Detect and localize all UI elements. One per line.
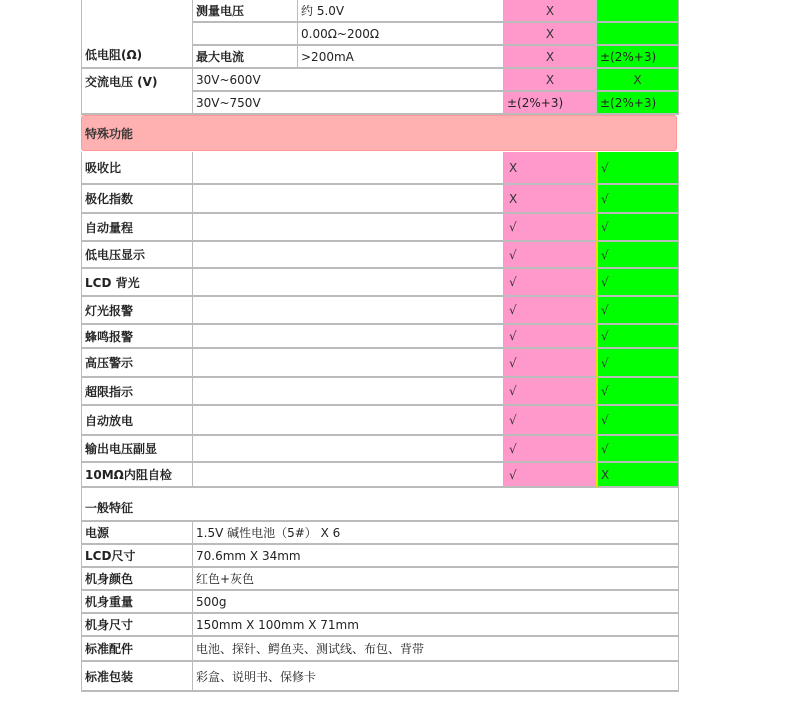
top-row-3 [81, 46, 679, 69]
function-desc [192, 436, 503, 463]
special-function-row [81, 152, 679, 185]
function-desc [192, 325, 503, 349]
special-function-row [81, 349, 679, 378]
function-desc [192, 349, 503, 378]
function-desc [192, 378, 503, 406]
model1-mark: √ [503, 297, 596, 325]
function-name: 吸收比 [81, 152, 192, 185]
special-function-row [81, 463, 679, 488]
function-desc [192, 242, 503, 269]
special-function-row [81, 436, 679, 463]
model1-mark: √ [503, 436, 596, 463]
function-name: 输出电压副显 [81, 436, 192, 463]
function-name: 自动放电 [81, 406, 192, 436]
feature-name: 机身颜色 [81, 568, 192, 591]
function-name: 高压警示 [81, 349, 192, 378]
model1-mark: X [503, 46, 596, 69]
model2-mark: √ [596, 214, 679, 242]
model2-mark [596, 0, 679, 23]
special-function-row [81, 325, 679, 349]
model1-mark: X [503, 23, 596, 46]
feature-value: 150mm X 100mm X 71mm [192, 614, 679, 637]
feature-name: LCD尺寸 [81, 545, 192, 568]
feature-value: 1.5V 碱性电池（5#） X 6 [192, 522, 679, 545]
model1-mark: √ [503, 214, 596, 242]
ac-range: 30V~750V [192, 92, 503, 115]
feature-value: 彩盒、说明书、保修卡 [192, 662, 679, 692]
param-label: 最大电流 [192, 46, 297, 69]
function-name: 极化指数 [81, 185, 192, 214]
general-features-header: 一般特征 [81, 488, 679, 522]
param-label [192, 23, 297, 46]
model2-mark: √ [596, 185, 679, 214]
model2-mark: √ [596, 325, 679, 349]
general-feature-row [81, 591, 679, 614]
function-name: 蜂鸣报警 [81, 325, 192, 349]
general-feature-row [81, 545, 679, 568]
group-label: 低电阻(Ω) [81, 0, 192, 69]
feature-name: 机身重量 [81, 591, 192, 614]
top-row-2 [81, 23, 679, 46]
model2-mark: X [596, 463, 679, 488]
function-desc [192, 463, 503, 488]
feature-value: 电池、探针、鳄鱼夹、测试线、布包、背带 [192, 637, 679, 662]
function-desc [192, 406, 503, 436]
special-function-row [81, 406, 679, 436]
model2-mark: √ [596, 378, 679, 406]
general-feature-row [81, 662, 679, 692]
param-label: 测量电压 [192, 0, 297, 23]
model2-mark [596, 23, 679, 46]
ac-range: 30V~600V [192, 69, 503, 92]
feature-name: 电源 [81, 522, 192, 545]
special-function-row [81, 214, 679, 242]
param-value: 约 5.0V [297, 0, 503, 23]
special-function-row [81, 297, 679, 325]
model2-mark: √ [596, 269, 679, 297]
model1-mark: X [503, 152, 596, 185]
feature-value: 500g [192, 591, 679, 614]
function-desc [192, 269, 503, 297]
model1-mark: √ [503, 463, 596, 488]
ac-row-2 [81, 92, 679, 115]
model2-mark: √ [596, 152, 679, 185]
feature-name: 标准包装 [81, 662, 192, 692]
special-function-row [81, 378, 679, 406]
model1-mark: X [503, 185, 596, 214]
model1-mark: √ [503, 269, 596, 297]
model1-mark: √ [503, 349, 596, 378]
general-feature-row [81, 568, 679, 591]
param-value: 0.00Ω~200Ω [297, 23, 503, 46]
ac-row-1 [81, 69, 679, 92]
model1-mark: ±(2%+3) [503, 92, 596, 115]
feature-value: 红色+灰色 [192, 568, 679, 591]
ac-label: 交流电压 (V) [81, 69, 192, 115]
model2-mark: √ [596, 242, 679, 269]
model1-mark: √ [503, 325, 596, 349]
function-name: LCD 背光 [81, 269, 192, 297]
model2-mark: X [596, 69, 679, 92]
model1-mark: X [503, 0, 596, 23]
model2-mark: √ [596, 297, 679, 325]
general-feature-row [81, 637, 679, 662]
param-value: >200mA [297, 46, 503, 69]
general-feature-row [81, 614, 679, 637]
general-feature-row [81, 522, 679, 545]
special-function-row [81, 185, 679, 214]
feature-value: 70.6mm X 34mm [192, 545, 679, 568]
special-function-row [81, 242, 679, 269]
function-name: 超限指示 [81, 378, 192, 406]
special-function-row [81, 269, 679, 297]
feature-name: 机身尺寸 [81, 614, 192, 637]
general-features-header-row [81, 488, 679, 522]
model2-mark: ±(2%+3) [596, 46, 679, 69]
model2-mark: √ [596, 349, 679, 378]
function-desc [192, 297, 503, 325]
model1-mark: √ [503, 242, 596, 269]
function-name: 自动量程 [81, 214, 192, 242]
function-desc [192, 152, 503, 185]
model2-mark: ±(2%+3) [596, 92, 679, 115]
function-name: 灯光报警 [81, 297, 192, 325]
model1-mark: X [503, 69, 596, 92]
function-name: 10MΩ内阻自检 [81, 463, 192, 488]
function-desc [192, 214, 503, 242]
top-row-1 [81, 0, 679, 23]
model1-mark: √ [503, 406, 596, 436]
special-functions-header: 特殊功能 [81, 115, 677, 151]
function-name: 低电压显示 [81, 242, 192, 269]
model1-mark: √ [503, 378, 596, 406]
feature-name: 标准配件 [81, 637, 192, 662]
model2-mark: √ [596, 406, 679, 436]
function-desc [192, 185, 503, 214]
model2-mark: √ [596, 436, 679, 463]
